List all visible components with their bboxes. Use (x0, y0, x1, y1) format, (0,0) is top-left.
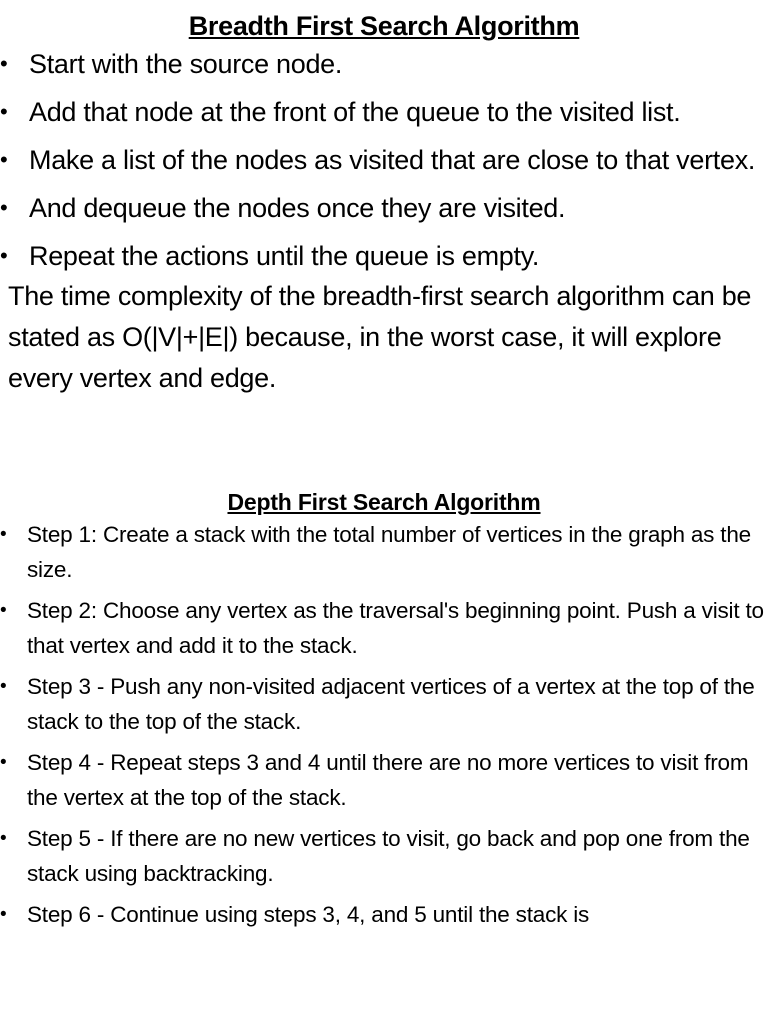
dfs-step-text: Step 5 - If there are no new vertices to visit, go back and pop one from the stack using backtracking. (27, 826, 750, 886)
bfs-step-text: Add that node at the front of the queue to the visited list. (29, 97, 681, 127)
list-item (0, 821, 768, 891)
list-item (0, 745, 768, 815)
dfs-steps-list (0, 517, 768, 932)
list-item (0, 593, 768, 663)
dfs-step-text: Step 1: Create a stack with the total number of vertices in the graph as the size. (27, 522, 751, 582)
bfs-step-text: Start with the source node. (29, 49, 343, 79)
dfs-step-text: Step 6 - Continue using steps 3, 4, and 5 until the stack is (27, 902, 590, 927)
list-item (0, 897, 768, 932)
list-item (0, 44, 768, 84)
bfs-step-text: Make a list of the nodes as visited that are close to that vertex. (29, 145, 756, 175)
list-item (0, 188, 768, 228)
dfs-title: Depth First Search Algorithm (227, 489, 541, 515)
bullet-icon: • (0, 195, 8, 220)
list-item (0, 92, 768, 132)
list-item (0, 669, 768, 739)
bullet-icon: • (0, 600, 7, 621)
dfs-step-text: Step 4 - Repeat steps 3 and 4 until there are no more vertices to visit from the vertex at the top of the stack. (27, 750, 749, 810)
list-item (0, 517, 768, 587)
bullet-icon: • (0, 752, 7, 773)
dfs-step-text: Step 3 - Push any non-visited adjacent vertices of a vertex at the top of the stack to the top of the stack. (27, 674, 755, 734)
bullet-icon: • (0, 904, 7, 925)
bullet-icon: • (0, 828, 7, 849)
dfs-step-text: Step 2: Choose any vertex as the traversal's beginning point. Push a visit to that vertex and add it to the stack. (27, 598, 764, 658)
bullet-icon: • (0, 524, 7, 545)
bfs-title: Breadth First Search Algorithm (188, 11, 580, 41)
bullet-icon: • (0, 51, 8, 76)
bfs-steps-list (0, 44, 768, 276)
bfs-step-text: And dequeue the nodes once they are visited. (29, 193, 566, 223)
list-item (0, 140, 768, 180)
bullet-icon: • (0, 676, 7, 697)
bfs-step-text: Repeat the actions until the queue is empty. (29, 241, 540, 271)
bullet-icon: • (0, 147, 8, 172)
bullet-icon: • (0, 99, 8, 124)
bullet-icon: • (0, 243, 8, 268)
bfs-complexity-paragraph: The time complexity of the breadth-first search algorithm can be stated as O(|V|+|E|) because, in the worst case, it will explore every vertex and edge. (8, 281, 752, 393)
list-item (0, 236, 768, 276)
